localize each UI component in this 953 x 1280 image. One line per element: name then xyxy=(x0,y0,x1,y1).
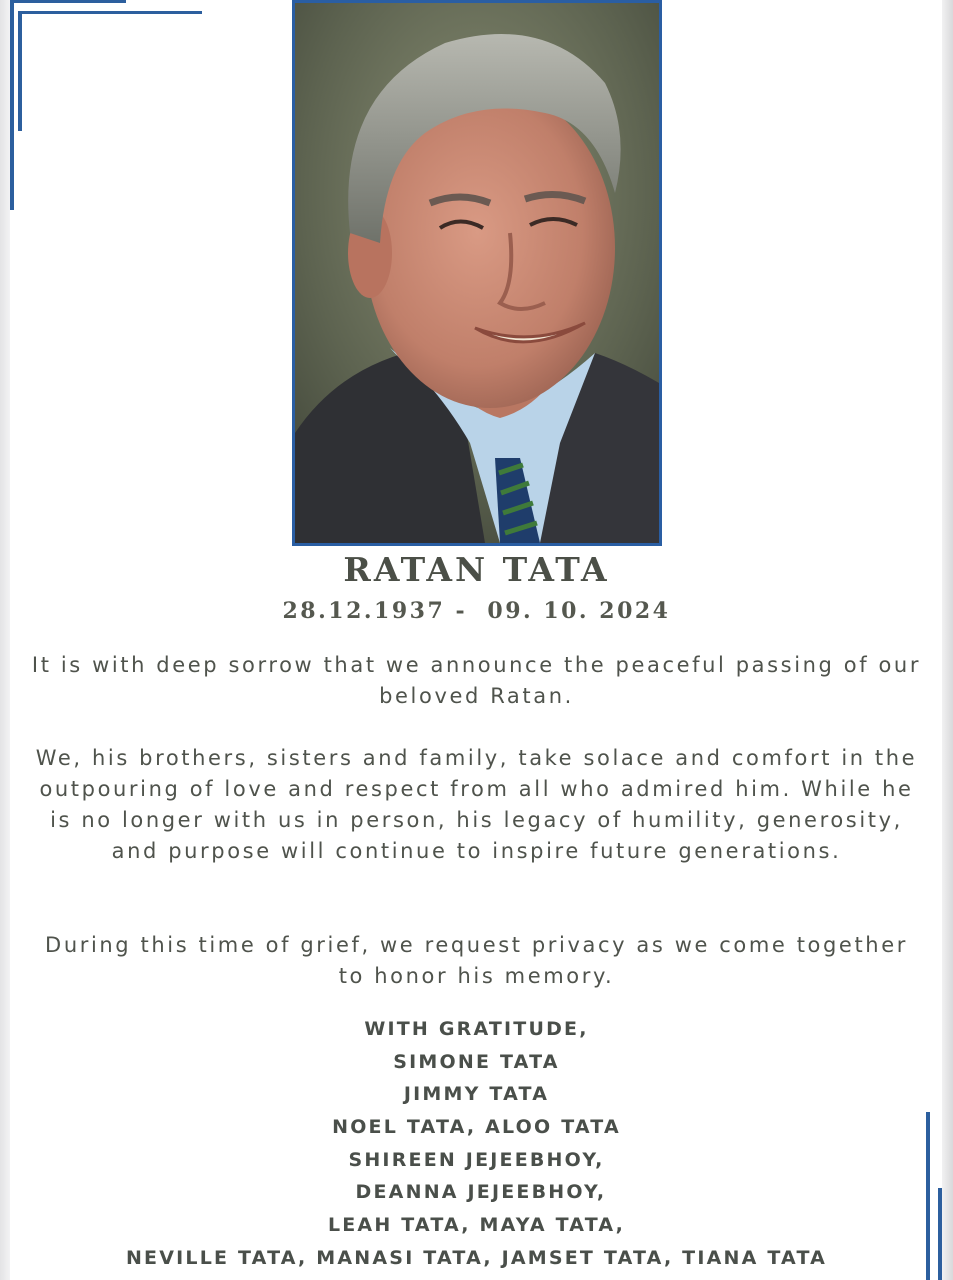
announcement-paragraph-3: During this time of grief, we request privacy as we come together to honor his memory. xyxy=(45,933,908,988)
corner-line-top-left-outer-vertical xyxy=(10,0,14,210)
portrait-illustration xyxy=(295,3,659,543)
corner-line-top-left-inner-vertical xyxy=(18,11,22,131)
signoff-block xyxy=(0,1013,953,1275)
signoff-line: LEAH TATA, MAYA TATA, xyxy=(327,1214,626,1237)
portrait-photo xyxy=(292,0,662,546)
corner-line-top-left-inner-horizontal xyxy=(18,11,202,14)
signoff-line: JIMMY TATA xyxy=(403,1083,550,1106)
signoff-line: SHIREEN JEJEEBHOY, xyxy=(348,1148,605,1171)
deceased-name: RATAN TATA xyxy=(343,550,610,589)
signoff-line: NOEL TATA, ALOO TATA xyxy=(332,1116,621,1139)
signoff-line: DEANNA JEJEEBHOY, xyxy=(346,1181,607,1204)
signoff-line: WITH GRATITUDE, xyxy=(364,1018,589,1040)
corner-line-top-left-outer-horizontal xyxy=(10,0,126,3)
signoff-line: NEVILLE TATA, MANASI TATA, JAMSET TATA, TIANA TATA xyxy=(125,1246,828,1269)
announcement-paragraph-1: It is with deep sorrow that we announce the peaceful passing of our beloved Ratan. xyxy=(31,653,922,708)
signoff-line: SIMONE TATA xyxy=(393,1050,560,1073)
announcement-paragraph-2: We, his brothers, sisters and family, take solace and comfort in the outpouring of love and respect from all who admired him. While he is no longer with us in person, his legacy of humility, generosity, and purpose will continue to inspire future generations. xyxy=(35,746,918,863)
life-dates: 28.12.1937 - 09. 10. 2024 xyxy=(282,598,671,624)
